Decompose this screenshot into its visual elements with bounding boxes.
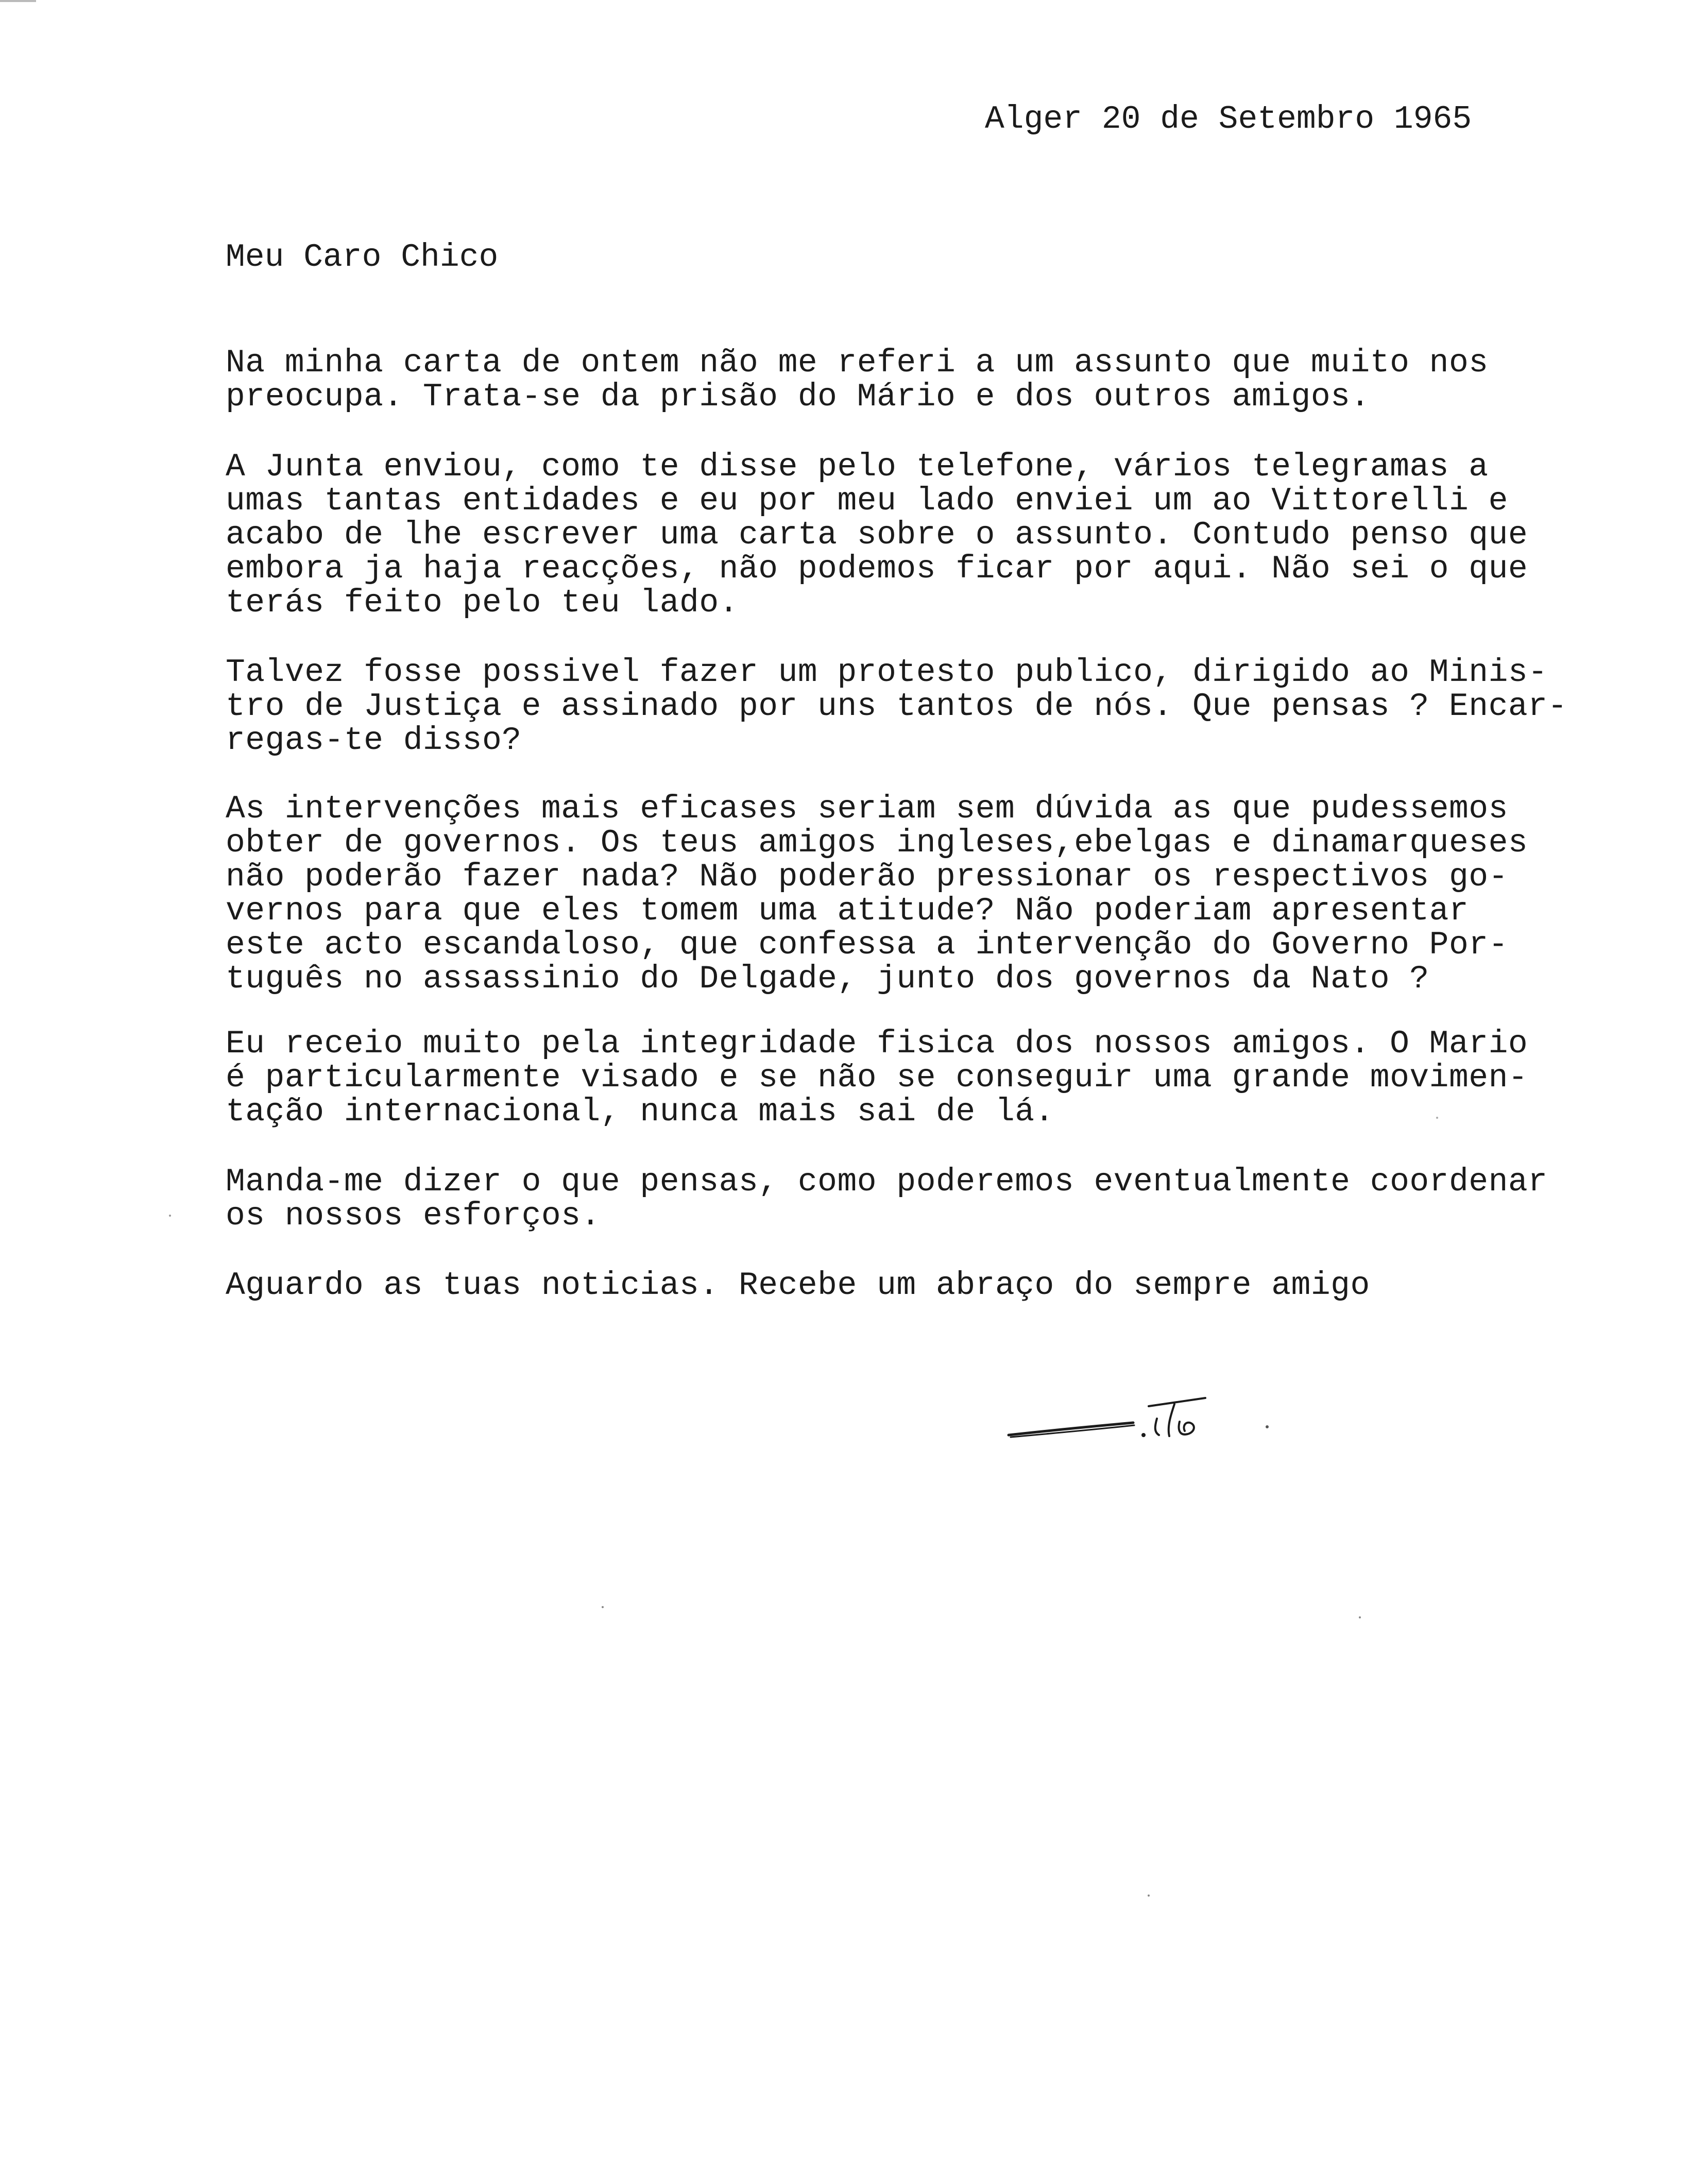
paragraph-3: Talvez fosse possivel fazer um protesto publico, dirigido ao Minis- tro de Justiça e assinado por uns tantos de nós. Que pensas ? Encar- regas-te disso?	[226, 654, 1567, 759]
paragraph-2: A Junta enviou, como te disse pelo telefone, vários telegramas a umas tantas entidades e eu por meu lado enviei um ao Vittorelli e acabo de lhe escrever uma carta sobre o assunto. Contudo penso que embora ja haja reacções, não podemos ficar por aqui. Não sei o que terás feito pelo teu lado.	[226, 449, 1528, 621]
letter-salutation: Meu Caro Chico	[226, 239, 499, 276]
letter-date: Alger 20 de Setembro 1965	[985, 101, 1472, 138]
paragraph-4: As intervenções mais eficases seriam sem dúvida as que pudessemos obter de governos. Os teus amigos ingleses,ebelgas e dinamarqueses não poderão fazer nada? Não poderão pressionar os respectivos go- vernos para que eles tomem uma atitude? Não poderiam apresentar este acto escandaloso, que confessa a intervenção do Governo Por- tuguês no assassinio do Delgade, junto dos governos da Nato ?	[226, 791, 1528, 997]
paragraph-6: Manda-me dizer o que pensas, como poderemos eventualmente coordenar os nossos esforços.	[226, 1164, 1548, 1234]
handwritten-signature	[1004, 1386, 1221, 1453]
closing-line: Aguardo as tuas noticias. Recebe um abraço do sempre amigo	[226, 1267, 1370, 1304]
paragraph-1: Na minha carta de ontem não me referi a um assunto que muito nos preocupa. Trata-se da prisão do Mário e dos outros amigos.	[226, 345, 1489, 415]
paragraph-5: Eu receio muito pela integridade fisica dos nossos amigos. O Mario é particularmente visado e se não se conseguir uma grande movimen- tação internacional, nunca mais sai de lá.	[226, 1026, 1528, 1130]
